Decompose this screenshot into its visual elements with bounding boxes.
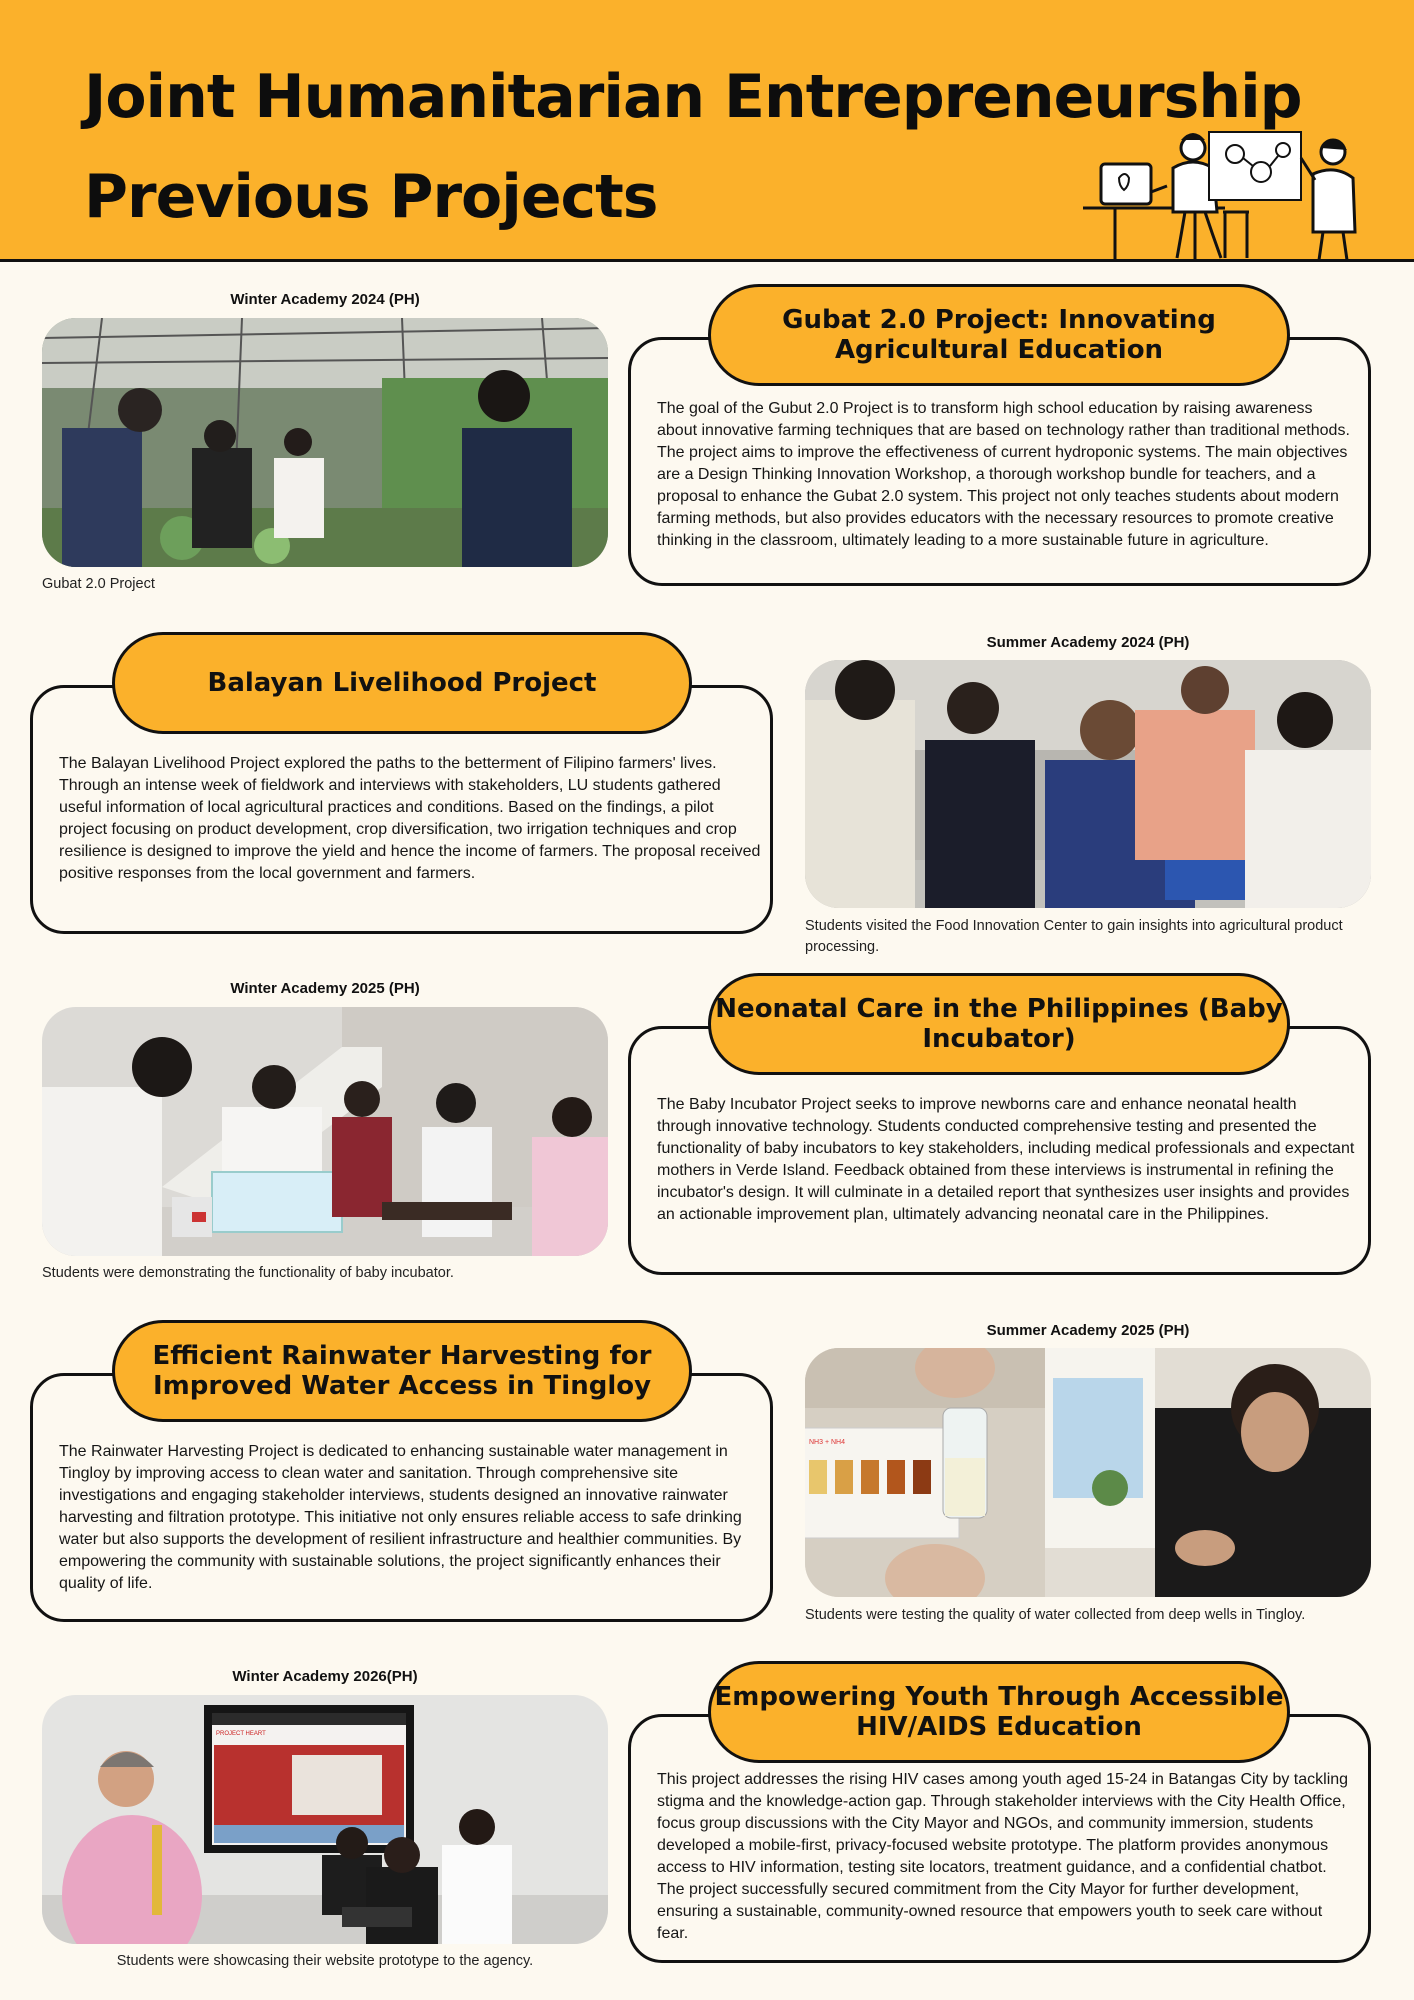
test-card-label: NH3 + NH4 bbox=[809, 1439, 845, 1446]
food-center-photo bbox=[805, 660, 1371, 908]
project-description: The Rainwater Harvesting Project is dedicated to enhancing sustainable water management in Tingloy by improving access to clean water and sanitation. Through comprehensive site investigations and engaging stakeholder interviews, students designed an innovative rainwater harvesting and filtration prototype. This initiative not only ensures reliable access to safe drinking water but also supports the development of resilient infrastructure and healthier communities. By empowering the community with sustainable solutions, the project significantly enhances their quality of life. bbox=[59, 1443, 742, 1592]
photo-caption: Gubat 2.0 Project bbox=[42, 576, 155, 592]
photo-caption: Students visited the Food Innovation Center to gain insights into agricultural product processing. bbox=[805, 918, 1343, 955]
photo-caption: Students were testing the quality of water collected from deep wells in Tingloy. bbox=[805, 1607, 1306, 1623]
project-photo bbox=[805, 1348, 1371, 1597]
incubator-demo-photo bbox=[42, 1007, 608, 1256]
project-title-pill: Efficient Rainwater Harvesting for Improved Water Access in Tingloy bbox=[112, 1320, 692, 1422]
people-working-illustration bbox=[1075, 128, 1375, 260]
project-title-pill: Neonatal Care in the Philippines (Baby Incubator) bbox=[708, 973, 1290, 1075]
project-title-pill: Gubat 2.0 Project: Innovating Agricultural Education bbox=[708, 284, 1290, 386]
greenhouse-photo bbox=[42, 318, 608, 567]
academy-label: Winter Academy 2025 (PH) bbox=[230, 980, 420, 997]
academy-label: Summer Academy 2024 (PH) bbox=[986, 634, 1190, 651]
project-photo bbox=[805, 660, 1371, 908]
photo-caption: Students were showcasing their website prototype to the agency. bbox=[116, 1953, 534, 1969]
water-testing-photo bbox=[805, 1348, 1371, 1597]
project-photo bbox=[42, 318, 608, 567]
photo-caption: Students were demonstrating the functionality of baby incubator. bbox=[42, 1265, 454, 1281]
project-photo bbox=[42, 1007, 608, 1256]
project-photo bbox=[42, 1695, 608, 1944]
page-title: Joint Humanitarian Entrepreneurship bbox=[84, 62, 1302, 132]
project-description: This project addresses the rising HIV cases among youth aged 15-24 in Batangas City by tackling stigma and the knowledge-action gap. Through stakeholder interviews with the City Health Office, focus group discussions with the City Mayor and NGOs, and community immersion, students developed a mobile-first, privacy-focused website prototype. The platform provides anonymous access to HIV information, testing site locators, treatment guidance, and a confidential chatbot. The project successfully secured commitment from the City Mayor for further development, ensuring a sustainable, community-owned resource that empowers youth to seek care without fear. bbox=[657, 1771, 1349, 1942]
page-subtitle: Previous Projects bbox=[84, 162, 658, 232]
screen-title: PROJECT HEART bbox=[216, 1731, 266, 1737]
website-presentation-photo bbox=[42, 1695, 608, 1944]
academy-label: Summer Academy 2025 (PH) bbox=[986, 1322, 1190, 1339]
page-header bbox=[0, 0, 1414, 262]
project-description: The goal of the Gubut 2.0 Project is to transform high school education by raising awareness about innovative farming techniques that are based on technology rather than traditional methods. The project aims to improve the effectiveness of current hydroponic systems. The main objectives are a Design Thinking Innovation Workshop, a thorough workshop bundle for teachers, and a proposal to enhance the Gubat 2.0 system. This project not only teaches students about modern farming methods, but also provides educators with the necessary resources to promote creative thinking in the classroom, ultimately leading to a more sustainable future in agriculture. bbox=[657, 400, 1350, 549]
academy-label: Winter Academy 2024 (PH) bbox=[230, 291, 420, 308]
project-description: The Baby Incubator Project seeks to improve newborns care and enhance neonatal health through innovative technology. Students conducted comprehensive testing and presented the functionality of baby incubators to key stakeholders, including medical professionals and expectant mothers in Verde Island. Feedback obtained from these interviews is instrumental in refining the incubator's design. It will culminate in a detailed report that synthesizes user insights and provides an actionable improvement plan, ultimately advancing neonatal care in the Philippines. bbox=[657, 1096, 1355, 1223]
project-title-pill: Balayan Livelihood Project bbox=[112, 632, 692, 734]
project-title-pill: Empowering Youth Through Accessible HIV/AIDS Education bbox=[708, 1661, 1290, 1763]
project-description: The Balayan Livelihood Project explored the paths to the betterment of Filipino farmers' lives. Through an intense week of fieldwork and interviews with stakeholders, LU students gathered useful information of local agricultural practices and conditions. Based on the findings, a pilot project focusing on product development, crop diversification, two irrigation techniques and crop resilience is designed to improve the yield and hence the income of farmers. The proposal received positive responses from the local government and farmers. bbox=[59, 755, 761, 882]
academy-label: Winter Academy 2026(PH) bbox=[232, 1668, 418, 1685]
